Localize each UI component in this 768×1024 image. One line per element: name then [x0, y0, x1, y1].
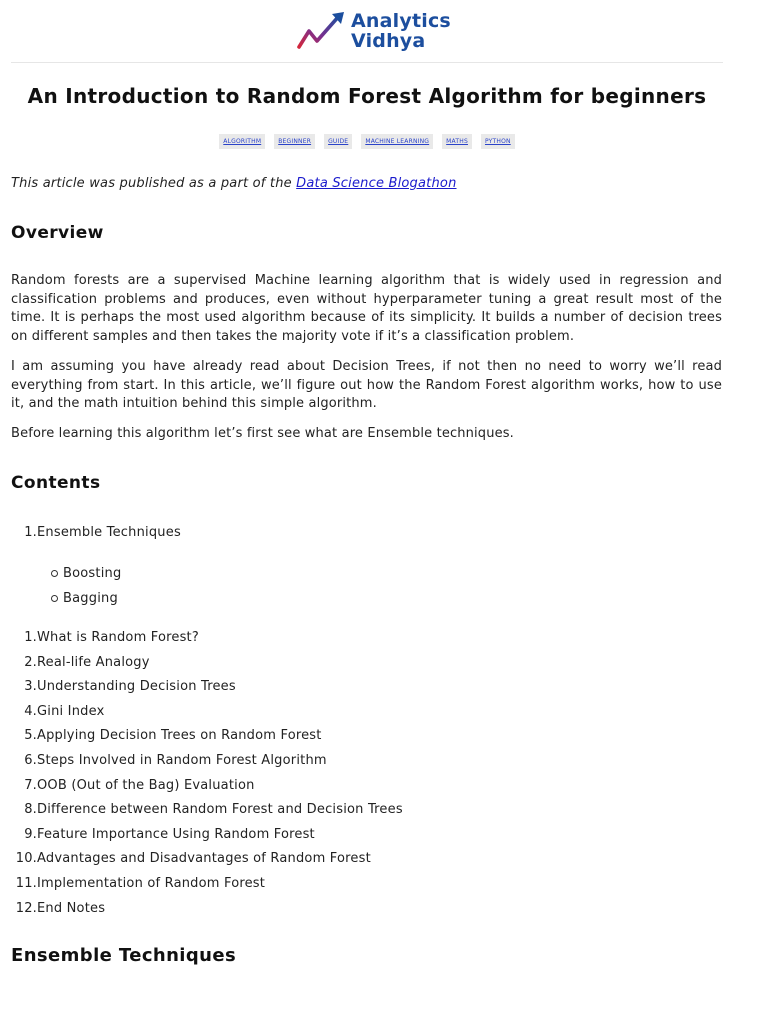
circle-bullet-icon	[51, 570, 58, 577]
list-item: Bagging	[11, 590, 511, 615]
brand-line-2: Vidhya	[351, 30, 426, 52]
blogathon-link[interactable]: Data Science Blogathon	[296, 176, 457, 191]
overview-heading: Overview	[11, 223, 104, 243]
list-item: 1. Ensemble Techniques	[24, 525, 181, 540]
tag-algorithm[interactable]: ALGORITHM	[219, 134, 265, 149]
list-item: 3. Understanding Decision Trees	[24, 679, 236, 695]
contents-main-group	[11, 629, 511, 924]
contents-sublist	[11, 565, 511, 614]
list-item: 8. Difference between Random Forest and Decision Trees	[24, 802, 403, 818]
overview-paragraph-3: Before learning this algorithm let’s first see what are Ensemble techniques.	[11, 426, 514, 441]
list-item: 2. Real-life Analogy	[24, 654, 150, 670]
contents-first-group	[11, 524, 511, 549]
list-item: Boosting	[11, 565, 511, 590]
overview-paragraph-2: I am assuming you have already read about Decision Trees, if not then no need to worry we’ll read everything from start. In this article, we’ll figure out how the Random Forest algorithm works, how to use it, and the math intuition behind this simple algorithm.	[11, 359, 722, 411]
intro-prefix: This article was published as a part of the	[11, 176, 297, 191]
list-item: 11. Implementation of Random Forest	[15, 875, 266, 891]
tag-beginner[interactable]: BEGINNER	[274, 134, 315, 149]
contents-list	[11, 0, 722, 1024]
list-item: 7. OOB (Out of the Bag) Evaluation	[24, 777, 255, 793]
list-item: 12. End Notes	[15, 900, 106, 916]
tag-guide[interactable]: GUIDE	[324, 134, 352, 149]
page-title: An Introduction to Random Forest Algorithm for beginners	[27, 84, 707, 108]
contents-heading: Contents	[11, 473, 101, 493]
list-item: 5. Applying Decision Trees on Random Forest	[24, 728, 322, 744]
ensemble-techniques-heading: Ensemble Techniques	[11, 945, 237, 966]
circle-bullet-icon	[51, 595, 58, 602]
tag-python[interactable]: PYTHON	[481, 134, 515, 149]
list-item: 1. What is Random Forest?	[24, 630, 199, 645]
brand-line-1: Analytics	[351, 10, 451, 32]
overview-paragraph-1: Random forests are a supervised Machine learning algorithm that is widely used in regression and classification problems and produces, even without hyperparameter tuning a great result most of the time. It is perhaps the most used algorithm because of its simplicity. It builds a number of decision trees on different samples and then takes the majority vote if it’s a classification problem.	[11, 273, 722, 344]
list-item: 4. Gini Index	[24, 703, 105, 719]
list-item: 9. Feature Importance Using Random Forest	[24, 826, 315, 842]
list-item: 10. Advantages and Disadvantages of Random Forest	[15, 851, 371, 867]
tag-machine-learning[interactable]: MACHINE LEARNING	[361, 134, 433, 149]
list-item: 6. Steps Involved in Random Forest Algorithm	[24, 752, 327, 768]
tag-maths[interactable]: MATHS	[442, 134, 472, 149]
